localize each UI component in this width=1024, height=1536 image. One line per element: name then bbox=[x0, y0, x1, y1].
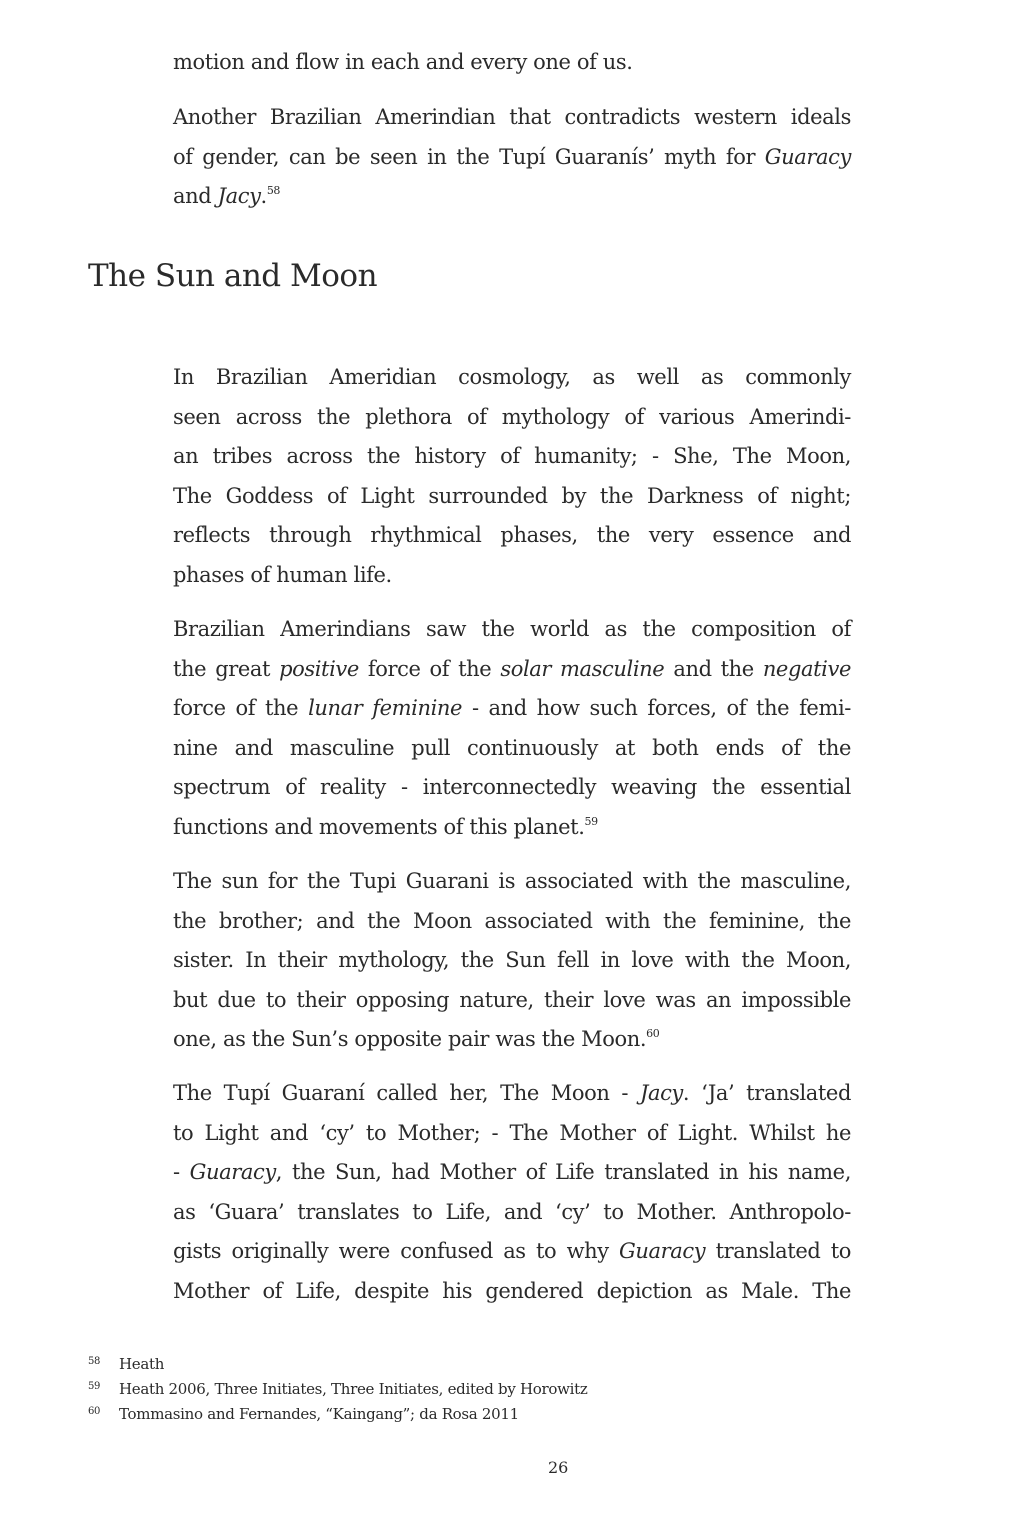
text-line bbox=[173, 1272, 851, 1312]
text-line bbox=[173, 1020, 851, 1060]
footnote bbox=[88, 1349, 164, 1374]
text-line bbox=[173, 1232, 851, 1272]
footnote-ref: 59 bbox=[584, 814, 598, 828]
italic-text: Jacy bbox=[217, 184, 261, 208]
text-line bbox=[173, 556, 851, 596]
footnote-number: 58 bbox=[88, 1356, 101, 1367]
italic-text: Guaracy bbox=[764, 144, 851, 169]
text: force of the bbox=[358, 656, 501, 681]
paragraph bbox=[173, 862, 851, 1060]
text: reflects through rhythmical phases, the very essence and bbox=[173, 523, 851, 547]
text: of gender, can be seen in the Tupí Guaranís’ myth for bbox=[173, 144, 765, 169]
text-line bbox=[173, 516, 851, 556]
text: nine and masculine pull continuously at both ends of the bbox=[173, 735, 851, 760]
italic-text: Guaracy bbox=[619, 1239, 706, 1263]
text: the brother; and the Moon associated with the feminine, the bbox=[173, 908, 851, 933]
paragraph bbox=[173, 98, 851, 217]
text-line bbox=[173, 689, 851, 729]
italic-text: positive bbox=[279, 656, 359, 681]
footnote-text: Heath bbox=[119, 1355, 165, 1373]
text: functions and movements of this planet. bbox=[173, 814, 585, 839]
text: The sun for the Tupi Guarani is associated with the masculine, bbox=[173, 869, 851, 893]
footnote-ref: 60 bbox=[646, 1027, 660, 1040]
text: motion and flow in each and every one of us. bbox=[173, 50, 633, 74]
italic-text: solar masculine bbox=[500, 656, 665, 681]
paragraph bbox=[173, 43, 851, 83]
paragraph bbox=[173, 358, 851, 595]
text: Brazilian Amerindians saw the world as the composition of bbox=[173, 617, 851, 641]
text-line bbox=[173, 477, 851, 517]
text: phases of human life. bbox=[173, 562, 392, 587]
text: The Tupí Guaraní called her, The Moon - bbox=[173, 1081, 640, 1105]
text: but due to their opposing nature, their love was an impossible bbox=[173, 987, 851, 1012]
text-line bbox=[173, 43, 851, 83]
text-line bbox=[173, 398, 851, 438]
page-number: 26 bbox=[548, 1458, 569, 1477]
text: In Brazilian Ameridian cosmology, as well as commonly bbox=[173, 365, 851, 389]
footnote bbox=[88, 1374, 587, 1399]
footnote-text: Heath 2006, Three Initiates, Three Initiates, edited by Horowitz bbox=[119, 1380, 588, 1398]
text: translated to bbox=[705, 1239, 851, 1263]
text: . bbox=[260, 184, 267, 208]
italic-text: Jacy bbox=[639, 1081, 683, 1105]
text-line bbox=[173, 650, 851, 690]
text-line bbox=[173, 177, 851, 217]
text: - bbox=[173, 1160, 190, 1184]
text-line bbox=[173, 610, 851, 650]
italic-text: negative bbox=[762, 656, 851, 681]
text-line bbox=[173, 98, 851, 138]
text: sister. In their mythology, the Sun fell in love with the Moon, bbox=[173, 948, 851, 972]
text: seen across the plethora of mythology of various Amerindi- bbox=[173, 404, 851, 429]
text-line bbox=[173, 862, 851, 902]
text: gists originally were confused as to why bbox=[173, 1239, 620, 1263]
footnote-ref: 58 bbox=[266, 184, 281, 197]
text: Mother of Life, despite his gendered depiction as Male. The bbox=[173, 1278, 851, 1303]
text-line bbox=[173, 808, 851, 848]
footnote-text: Tommasino and Fernandes, “Kaingang”; da Rosa 2011 bbox=[119, 1405, 519, 1423]
text: one, as the Sun’s opposite pair was the Moon. bbox=[173, 1027, 647, 1051]
text: , the Sun, had Mother of Life translated in his name, bbox=[275, 1160, 851, 1184]
text: an tribes across the history of humanity; - She, The Moon, bbox=[173, 444, 851, 468]
text: as ‘Guara’ translates to Life, and ‘cy’ to Mother. Anthropolo- bbox=[173, 1199, 851, 1224]
text: . ‘Ja’ translated bbox=[682, 1081, 851, 1105]
text: spectrum of reality - interconnectedly weaving the essential bbox=[173, 775, 851, 799]
text-line bbox=[173, 1193, 851, 1233]
text: force of the bbox=[173, 696, 309, 720]
text-line bbox=[173, 729, 851, 769]
italic-text: lunar feminine bbox=[308, 696, 463, 720]
text-line bbox=[173, 981, 851, 1021]
text: Another Brazilian Amerindian that contradicts western ideals bbox=[173, 105, 851, 129]
text-line bbox=[173, 902, 851, 942]
italic-text: Guaracy bbox=[189, 1160, 276, 1184]
text-line bbox=[173, 1074, 851, 1114]
text: The Goddess of Light surrounded by the Darkness of night; bbox=[173, 483, 851, 508]
paragraph bbox=[173, 1074, 851, 1311]
footnote bbox=[88, 1399, 519, 1424]
section-heading: The Sun and Moon bbox=[88, 258, 378, 294]
text-line bbox=[173, 941, 851, 981]
text: to Light and ‘cy’ to Mother; - The Mother of Light. Whilst he bbox=[173, 1120, 851, 1145]
paragraph bbox=[173, 610, 851, 847]
text: the great bbox=[173, 656, 280, 681]
text: and the bbox=[664, 656, 763, 681]
footnote-number: 60 bbox=[88, 1406, 101, 1417]
text: - and how such forces, of the femi- bbox=[462, 696, 851, 720]
text-line bbox=[173, 138, 851, 178]
text-line bbox=[173, 358, 851, 398]
text: and bbox=[173, 184, 218, 208]
footnote-number: 59 bbox=[88, 1381, 101, 1392]
text-line bbox=[173, 1114, 851, 1154]
text-line bbox=[173, 768, 851, 808]
text-line bbox=[173, 437, 851, 477]
text-line bbox=[173, 1153, 851, 1193]
